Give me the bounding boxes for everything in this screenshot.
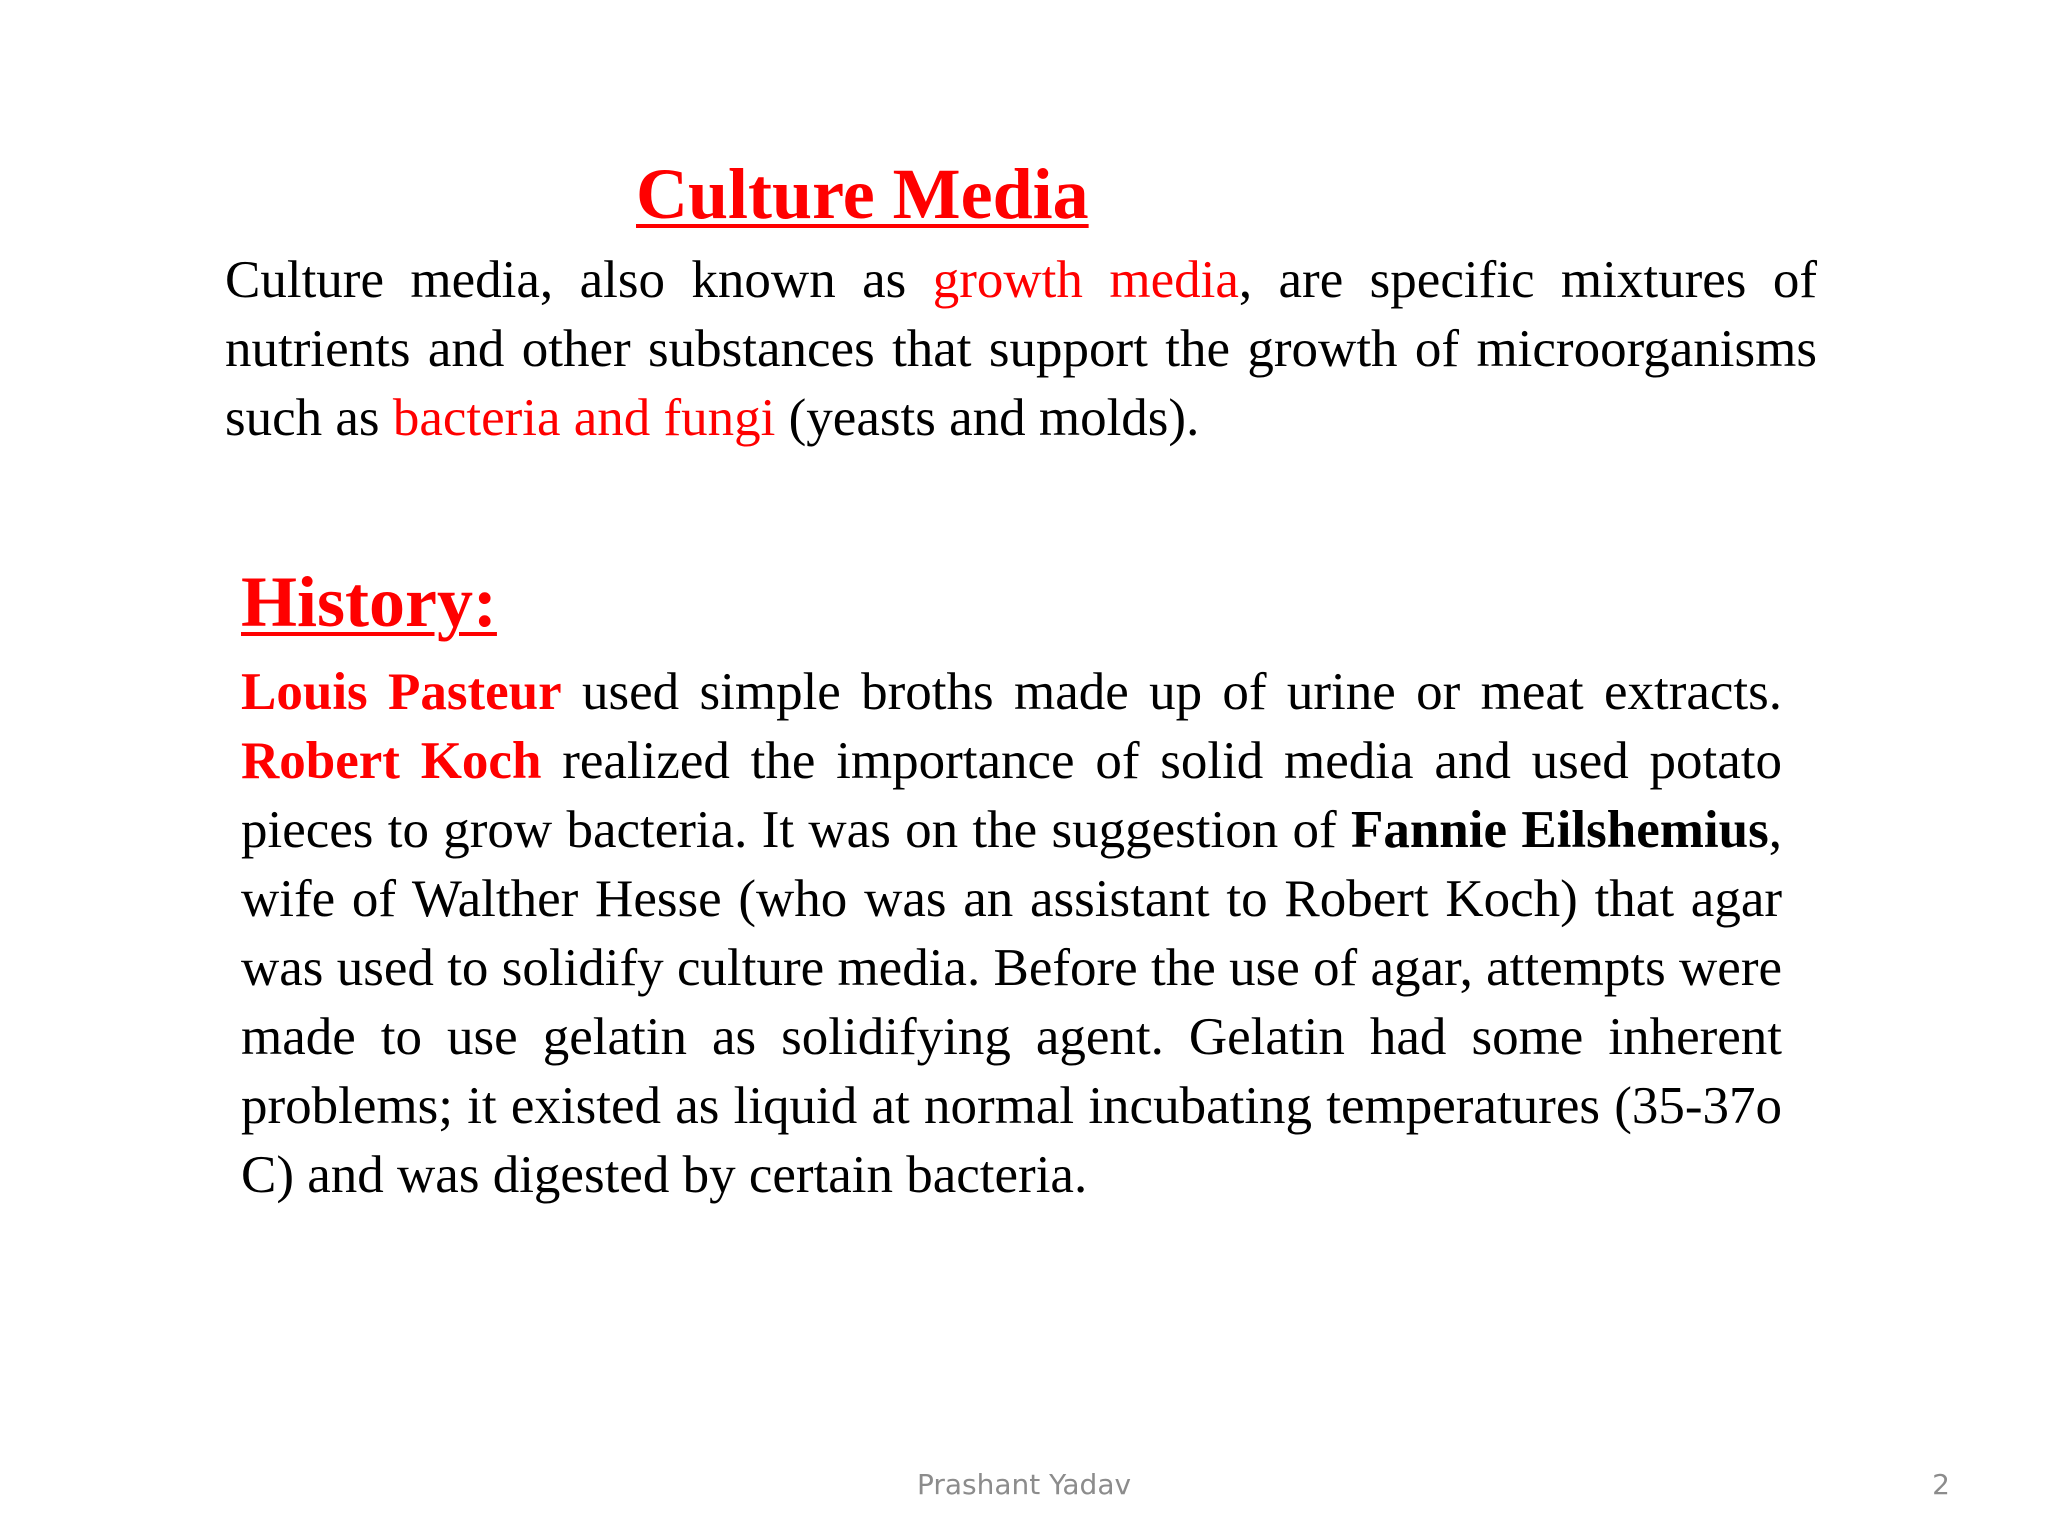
history-text-1: used simple broths made up of urine or meat extracts.: [561, 663, 1782, 721]
fannie-eilshemius-name: Fannie Eilshemius: [1350, 801, 1769, 859]
intro-text-3: (yeasts and molds).: [775, 389, 1200, 447]
louis-pasteur-name: Louis Pasteur: [241, 663, 562, 721]
history-text-2: realized the importance of solid media and used potato pieces to grow bacteria. It was on the suggestion of: [241, 732, 1782, 859]
page-number: 2: [1932, 1468, 1950, 1501]
slide-title: Culture Media: [636, 154, 1089, 234]
history-heading: History:: [241, 562, 497, 642]
intro-text-1: Culture media, also known as: [225, 251, 933, 309]
growth-media-highlight: growth media: [932, 251, 1239, 309]
intro-paragraph: [225, 246, 1817, 453]
robert-koch-name: Robert Koch: [241, 732, 542, 790]
bacteria-fungi-highlight: bacteria and fungi: [392, 389, 776, 447]
history-text-3: , wife of Walther Hesse (who was an assistant to Robert Koch) that agar was used to solidify culture media. Before the use of agar, attempts were made to use gelatin as solidifying agent. Gelatin had some inherent problems; it existed as liquid at normal incubating temperatures (35-37o C) and was digested by certain bacteria.: [241, 801, 1782, 1204]
footer-author: Prashant Yadav: [916, 1468, 1132, 1501]
history-paragraph: [241, 658, 1782, 1210]
intro-text-2: , are specific mixtures of nutrients and other substances that support the growth of microorganisms such as: [225, 251, 1817, 447]
